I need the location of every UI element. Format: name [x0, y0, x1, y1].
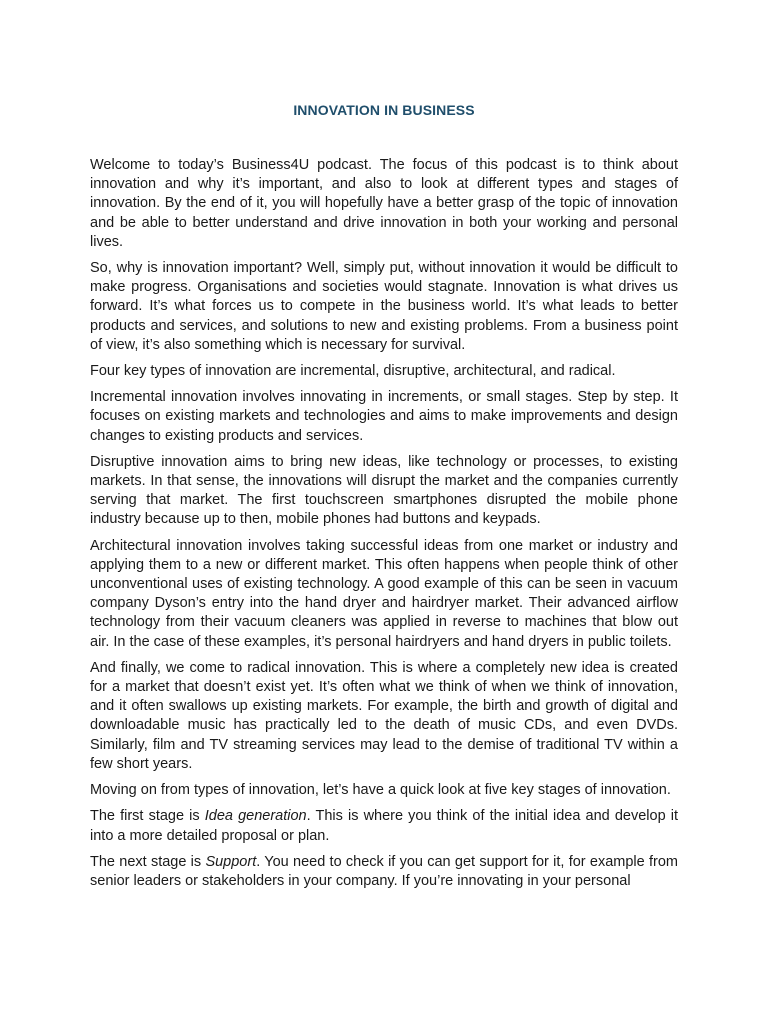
stage-name-support: Support	[205, 853, 257, 870]
paragraph-stage-support	[90, 853, 678, 891]
paragraph-intro: Welcome to today’s Business4U podcast. The focus of this podcast is to think about innovation and why it’s important, and also to look at different types and stages of innovation. By the end of it, you will hopefully have a better grasp of the topic of innovation and be able to better understand and drive innovation in both your working and personal lives.	[90, 157, 678, 250]
document-page	[90, 102, 678, 898]
paragraph-disruptive: Disruptive innovation aims to bring new ideas, like technology or processes, to existing markets. In that sense, the innovations will disrupt the market and the companies currently serving that market. The first touchscreen smartphones disrupted the mobile phone industry because up to then, mobile phones had buttons and keypads.	[90, 453, 678, 528]
document-title: INNOVATION IN BUSINESS	[293, 102, 475, 118]
paragraph-radical: And finally, we come to radical innovation. This is where a completely new idea is created for a market that doesn’t exist yet. It’s often what we think of when we think of innovation, and it often swallows up existing markets. For example, the birth and growth of digital and downloadable music has practically led to the death of music CDs, and even DVDs. Similarly, film and TV streaming services may lead to the demise of traditional TV within a few short years.	[90, 659, 678, 772]
stage-text-after: . You need to check if you can get support for it, for example from senior leaders or stakeholders in your company. If you’re innovating in your personal	[90, 853, 678, 889]
paragraph-stages-intro: Moving on from types of innovation, let’s have a quick look at five key stages of innovation.	[90, 782, 671, 799]
stage-text-after: . This is where you think of the initial idea and develop it into a more detailed proposal or plan.	[90, 808, 679, 844]
paragraph-architectural: Architectural innovation involves taking successful ideas from one market or industry and applying them to a new or different market. This often happens when people think of other unconventional uses of existing technology. A good example of this can be seen in vacuum company Dyson’s entry into the hand dryer and hairdryer market. Their advanced airflow technology from their vacuum cleaners was applied in reverse to machines that blow out air. In the case of these examples, it’s personal hairdryers and hand dryers in public toilets.	[90, 537, 678, 650]
stage-name-idea-generation: Idea generation	[204, 808, 307, 825]
paragraph-why-important: So, why is innovation important? Well, simply put, without innovation it would be difficult to make progress. Organisations and societies would stagnate. Innovation is what drives us forward. It’s what forces us to compete in the business world. It’s what leads to better products and services, and solutions to new and existing problems. From a business point of view, it’s also something which is necessary for survival.	[90, 260, 678, 353]
paragraph-stage-idea-generation	[90, 807, 678, 845]
stage-text-before: The first stage is	[90, 808, 205, 825]
paragraph-incremental: Incremental innovation involves innovating in increments, or small stages. Step by step. It focuses on existing markets and technologies and aims to make improvements and design changes to existing products and services.	[90, 389, 678, 444]
stage-text-before: The next stage is	[90, 853, 206, 870]
paragraph-four-types: Four key types of innovation are incremental, disruptive, architectural, and radical.	[90, 363, 616, 380]
